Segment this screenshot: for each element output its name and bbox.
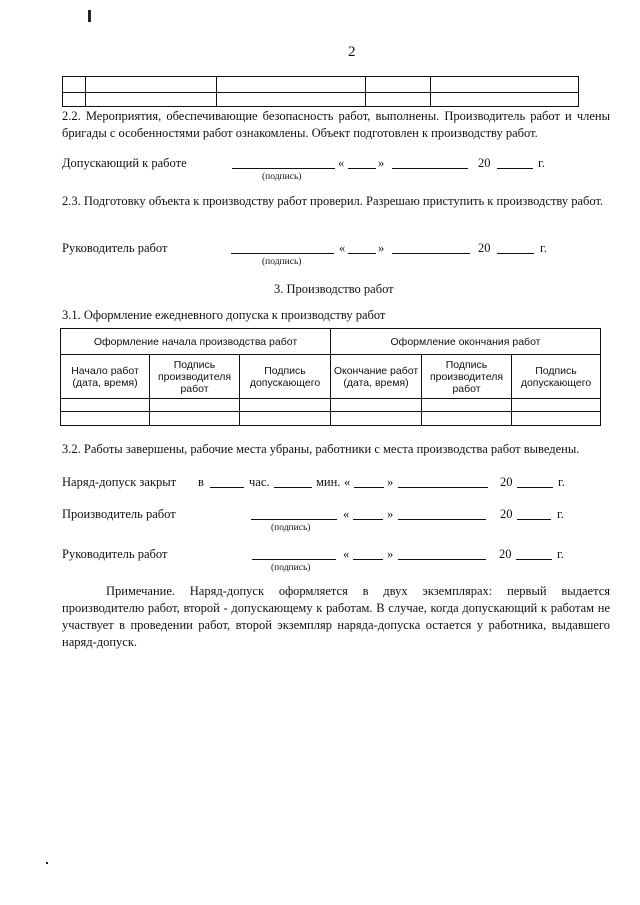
open-quote: « (338, 156, 345, 170)
table-cell[interactable] (61, 399, 150, 412)
year-prefix: 20 (500, 475, 513, 489)
group-header-start: Оформление начала производства работ (61, 329, 331, 355)
table-cell[interactable] (512, 399, 601, 412)
table-cell (366, 93, 431, 107)
month-field[interactable] (398, 487, 488, 488)
table-cell[interactable] (331, 399, 422, 412)
scan-mark (46, 862, 48, 864)
table-cell (63, 93, 86, 107)
close-quote: » (378, 241, 385, 255)
section-3-heading: 3. Производство работ (274, 282, 394, 296)
table-cell[interactable] (150, 412, 240, 426)
year-suffix: г. (558, 475, 565, 489)
day-field[interactable] (353, 519, 383, 520)
table-cell (217, 77, 366, 93)
producer-label: Производитель работ (62, 507, 176, 521)
close-quote: » (387, 475, 394, 489)
minutes-label: мин. (316, 475, 341, 489)
year-suffix: г. (540, 241, 547, 255)
column-header: Подпись допускающего (512, 355, 601, 399)
year-prefix: 20 (499, 547, 512, 561)
page-number: 2 (348, 44, 356, 60)
month-field[interactable] (398, 519, 486, 520)
month-field[interactable] (392, 253, 470, 254)
group-header-end: Оформление окончания работ (331, 329, 601, 355)
table-cell[interactable] (240, 412, 331, 426)
column-header: Подпись производителя работ (150, 355, 240, 399)
day-field[interactable] (353, 559, 383, 560)
admitting-label: Допускающий к работе (62, 156, 187, 170)
column-header: Подпись производителя работ (422, 355, 512, 399)
year-prefix: 20 (478, 156, 491, 170)
minutes-field[interactable] (274, 487, 312, 488)
day-field[interactable] (348, 168, 376, 169)
signature-field[interactable] (232, 168, 335, 169)
table-cell (217, 93, 366, 107)
table-cell (86, 77, 217, 93)
hours-label: час. (249, 475, 270, 489)
daily-admission-table (60, 328, 601, 426)
signature-field[interactable] (231, 253, 334, 254)
table-cell[interactable] (331, 412, 422, 426)
table-cell (86, 93, 217, 107)
manager-label: Руководитель работ (62, 241, 168, 255)
year-field[interactable] (516, 559, 552, 560)
hours-field[interactable] (210, 487, 244, 488)
year-suffix: г. (557, 507, 564, 521)
open-quote: « (344, 475, 351, 489)
month-field[interactable] (392, 168, 468, 169)
year-prefix: 20 (478, 241, 491, 255)
open-quote: « (343, 507, 350, 521)
year-suffix: г. (557, 547, 564, 561)
signature-caption: (подпись) (271, 523, 311, 533)
table-cell (366, 77, 431, 93)
open-quote: « (343, 547, 350, 561)
year-prefix: 20 (500, 507, 513, 521)
day-field[interactable] (348, 253, 376, 254)
scan-mark (88, 10, 91, 22)
year-suffix: г. (538, 156, 545, 170)
table-cell (63, 77, 86, 93)
note-text: Примечание. Наряд-допуск оформляется в двух экземплярах: первый выдается производителю работ, второй - допускающему к работам. В случае, когда допускающий к работам не участвует в проведении работ, второй экземпляр наряда-допуска остается у работника, выдавшего наряд-допуск. (62, 584, 610, 649)
table-cell (431, 93, 579, 107)
open-quote: « (339, 241, 346, 255)
section-2-2-text: 2.2. Мероприятия, обеспечивающие безопасность работ, выполнены. Производитель работ и члены бригады с особенностями работ ознакомлены. Объект подготовлен к производству работ. (62, 109, 610, 140)
signature-caption: (подпись) (262, 257, 302, 267)
close-quote: » (387, 547, 394, 561)
table-cell[interactable] (422, 399, 512, 412)
signature-caption: (подпись) (262, 172, 302, 182)
close-quote: » (387, 507, 394, 521)
column-header: Начало работ (дата, время) (61, 355, 150, 399)
section-3-1-title: 3.1. Оформление ежедневного допуска к производству работ (62, 308, 386, 322)
table-cell (431, 77, 579, 93)
table-cell[interactable] (240, 399, 331, 412)
table-cell[interactable] (512, 412, 601, 426)
year-field[interactable] (497, 168, 533, 169)
manager-label: Руководитель работ (62, 547, 168, 561)
year-field[interactable] (497, 253, 534, 254)
month-field[interactable] (398, 559, 486, 560)
table-cell[interactable] (422, 412, 512, 426)
closed-label: Наряд-допуск закрыт (62, 475, 177, 489)
close-quote: » (378, 156, 385, 170)
section-3-2-text: 3.2. Работы завершены, рабочие места убраны, работники с места производства работ выведены. (62, 442, 580, 456)
year-field[interactable] (517, 519, 551, 520)
continuation-table (62, 76, 579, 107)
column-header: Подпись допускающего (240, 355, 331, 399)
section-2-3-text: 2.3. Подготовку объекта к производству работ проверил. Разрешаю приступить к производству работ. (62, 194, 604, 208)
table-cell[interactable] (61, 412, 150, 426)
signature-caption: (подпись) (271, 563, 311, 573)
signature-field[interactable] (251, 519, 337, 520)
table-cell[interactable] (150, 399, 240, 412)
in-label: в (198, 475, 204, 489)
year-field[interactable] (517, 487, 553, 488)
column-header: Окончание работ (дата, время) (331, 355, 422, 399)
signature-field[interactable] (252, 559, 336, 560)
day-field[interactable] (354, 487, 384, 488)
